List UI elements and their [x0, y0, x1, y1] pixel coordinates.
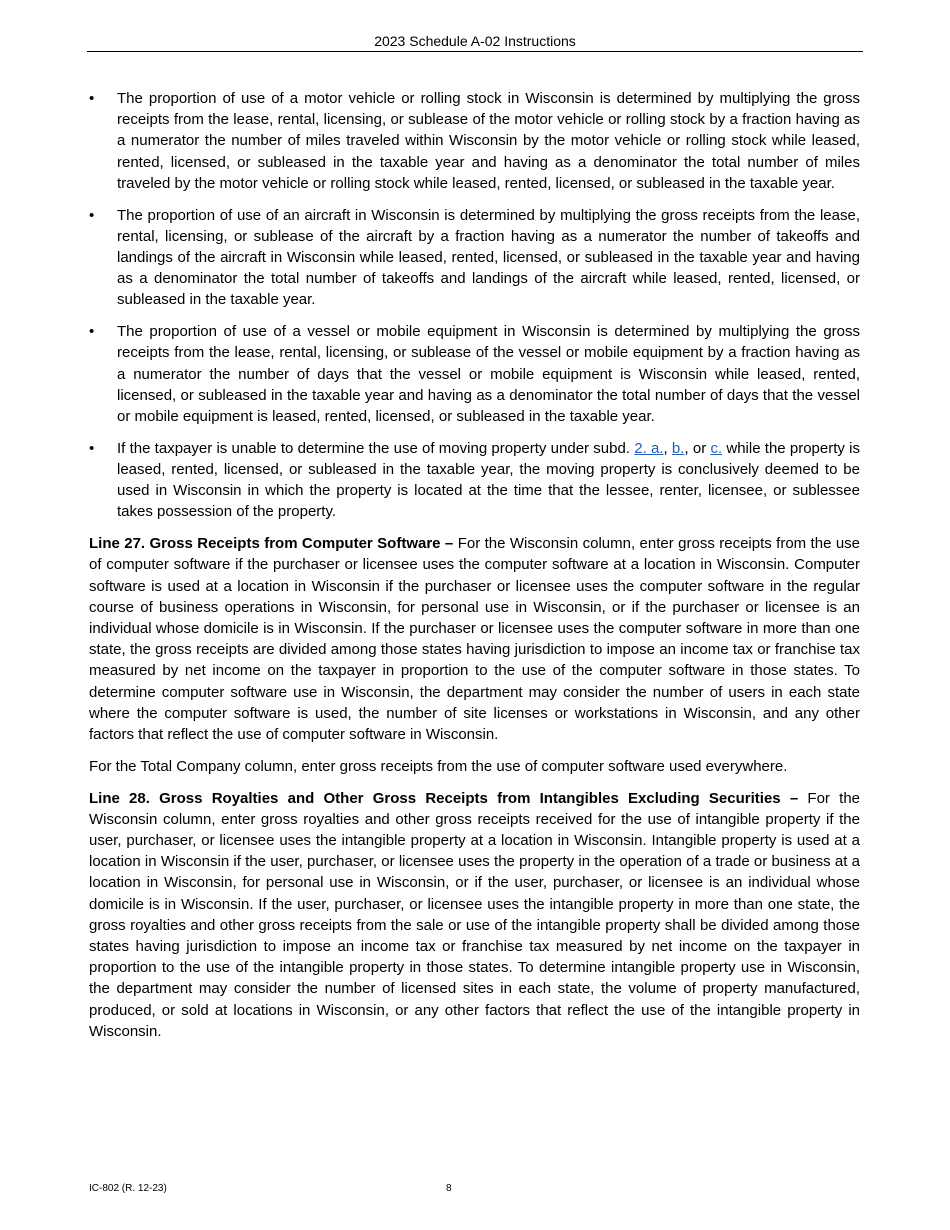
separator: , or [684, 439, 711, 457]
line-27-heading: Line 27. Gross Receipts from Computer Software – [89, 535, 454, 553]
form-id: IC-802 (R. 12-23) [89, 1183, 167, 1194]
bullet-icon: • [89, 90, 95, 107]
subd-2a-link[interactable]: 2. a. [634, 439, 664, 457]
line-27-paragraph [89, 533, 860, 745]
line-27-text: For the Wisconsin column, enter gross receipts from the use of computer software if the purchaser or licensee uses the computer software at a location in Wisconsin. Computer software is used at a location in Wisconsin if the purchaser or licensee uses the computer software in the regular course of business operations in Wisconsin, for personal use in Wisconsin, or if the purchaser or licensee is an individual whose domicile is in Wisconsin. If the purchaser or licensee uses the computer software in more than one state, the gross receipts are divided among those states having jurisdiction to impose an income tax or franchise tax measured by net income on the taxpayer in proportion to the use of the computer software in those states. To determine computer software use in Wisconsin, the department may consider the number of users in each state where the computer software is used, the number of site licenses or workstations in Wisconsin, and any other factors that reflect the use of computer software in Wisconsin. [89, 535, 861, 744]
bullet-text: The proportion of use of an aircraft in Wisconsin is determined by multiplying the gross receipts from the lease, rental, licensing, or sublease of the aircraft by a fraction having as a numerator the number of takeoffs and landings of the aircraft in Wisconsin while leased, rented, licensed, or subleased in the taxable year and having as a denominator the total number of takeoffs and landings of the aircraft while leased, rented, licensed, or subleased in the taxable year. [117, 206, 860, 309]
bullet-text [117, 440, 860, 521]
bullet-list [89, 88, 860, 523]
page-header [87, 33, 863, 52]
bullet-text: The proportion of use of a vessel or mobile equipment in Wisconsin is determined by multiplying the gross receipts from the lease, rental, licensing, or sublease of the vessel or mobile equipment by a fraction having as a numerator the number of days that the vessel or mobile equipment is Wisconsin while leased, rented, licensed, or subleased in the taxable year and having as a denominator the total number of days that the vessel or mobile equipment is leased, rented, licensed, or subleased in the taxable year. [117, 323, 860, 426]
subd-b-link[interactable]: b. [671, 439, 685, 457]
document-body [89, 88, 860, 1053]
bullet-icon: • [89, 439, 95, 457]
bullet-icon: • [89, 206, 95, 224]
line-27-total-paragraph: For the Total Company column, enter gross receipts from the use of computer software used everywhere. [89, 757, 788, 775]
line-28-text: For the Wisconsin column, enter gross royalties and other gross receipts received for the use of intangible property if the user, purchaser, or licensee uses the intangible property at a location in Wisconsin. Intangible property is used at a location in Wisconsin if the user, purchaser, or licensee uses the property in the operation of a trade or business at a location in Wisconsin, for personal use in Wisconsin, or if the user, purchaser, or licensee is an individual whose domicile is in Wisconsin. If the user, purchaser, or licensee uses the intangible property in more than one state, the gross royalties and other gross receipts from the sale or use of the intangible property shall be divided among those states having jurisdiction to impose an income tax or franchise tax measured by net income on the taxpayer in proportion to the use of the intangible property in those states. To determine intangible property use in Wisconsin, the department may consider the number of licensed sites in each state, the volume of property manufactured, produced, or sold at locations in Wisconsin, or any other factors that reflect the use of the intangible property in Wisconsin. [89, 789, 861, 1040]
page-number: 8 [446, 1183, 452, 1194]
line-28-paragraph [89, 788, 860, 1042]
list-item [89, 205, 860, 311]
list-item [89, 438, 860, 523]
list-item [89, 88, 860, 194]
bullet-text-before: If the taxpayer is unable to determine the use of moving property under subd. [117, 439, 635, 457]
header-title: 2023 Schedule A-02 Instructions [374, 33, 576, 49]
subd-c-link[interactable]: c. [710, 439, 723, 457]
bullet-text: The proportion of use of a motor vehicle or rolling stock in Wisconsin is determined by multiplying the gross receipts from the lease, rental, licensing, or sublease of the motor vehicle or rolling stock by a fraction having as a numerator the number of miles traveled within Wisconsin by the motor vehicle or rolling stock while leased, rented, licensed, or subleased in the taxable year and having as a denominator the total number of miles traveled by the motor vehicle or rolling stock while leased, rented, licensed, or subleased in the taxable year. [117, 90, 860, 192]
bullet-text-after: while the property is leased, rented, licensed, or subleased in the taxable year, the moving property is conclusively deemed to be used in Wisconsin in which the property is located at the time that the lessee, renter, licensee, or sublessee takes possession of the property. [117, 439, 860, 521]
bullet-icon: • [89, 323, 95, 341]
separator: , [663, 439, 672, 457]
list-item [89, 321, 860, 427]
line-28-heading: Line 28. Gross Royalties and Other Gross Receipts from Intangibles Excluding Securities – [89, 789, 799, 807]
